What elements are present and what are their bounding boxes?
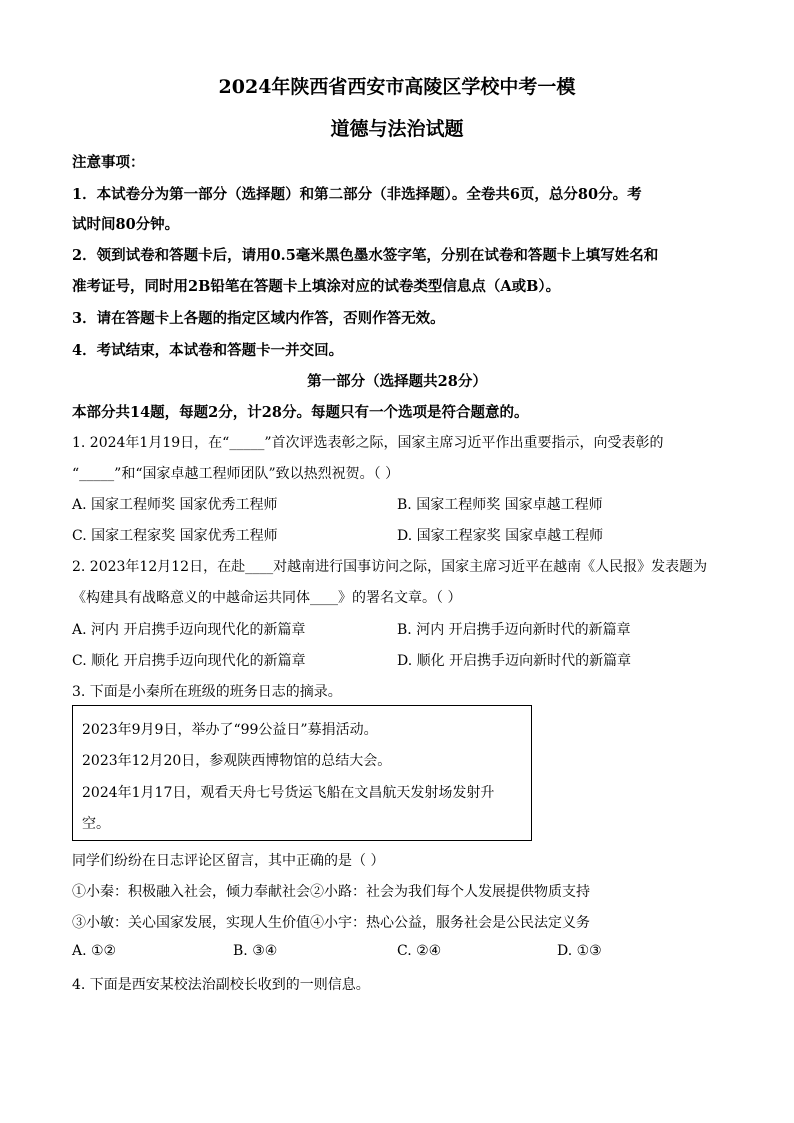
question-1-option-c: C. 国家工程家奖 国家优秀工程师: [72, 528, 278, 544]
question-1-option-b: B. 国家工程师奖 国家卓越工程师: [397, 497, 603, 513]
question-3-stem: 同学们纷纷在日志评论区留言，其中正确的是（ ）: [72, 853, 385, 869]
question-3-statements: ①小秦：积极融入社会，倾力奉献社会②小路：社会为我们每个人发展提供物质支持: [72, 884, 590, 900]
question-3-option-d: D. ①③: [557, 943, 602, 959]
notice-heading: 注意事项：: [72, 154, 145, 171]
question-3-statements: ③小敏：关心国家发展，实现人生价值④小宇：热心公益，服务社会是公民法定义务: [72, 915, 590, 931]
notice-item: 3．请在答题卡上各题的指定区域内作答，否则作答无效。: [72, 310, 445, 327]
notice-item: 1．本试卷分为第一部分（选择题）和第二部分（非选择题）。全卷共6页，总分80分。考: [72, 186, 642, 203]
question-3-option-c: C. ②④: [397, 943, 442, 959]
exam-subject: 道德与法治试题: [330, 118, 464, 140]
part1-heading: 第一部分（选择题共28分）: [307, 373, 487, 390]
question-2-option-b: B. 河内 开启携手迈向新时代的新篇章: [397, 622, 631, 638]
notice-item: 准考证号，同时用2B铅笔在答题卡上填涂对应的试卷类型信息点（A或B）。: [72, 278, 561, 295]
log-entry: 2023年12月20日，参观陕西博物馆的总结大会。: [82, 753, 392, 769]
question-1-stem: “_____”和“国家卓越工程师团队”致以热烈祝贺。（ ）: [72, 466, 400, 482]
exam-title: 2024年陕西省西安市高陵区学校中考一模: [218, 76, 576, 98]
question-1-option-a: A. 国家工程师奖 国家优秀工程师: [72, 497, 278, 513]
part1-intro: 本部分共14题，每题2分，计28分。每题只有一个选项是符合题意的。: [72, 404, 529, 421]
question-1-option-d: D. 国家工程家奖 国家卓越工程师: [397, 528, 604, 544]
question-2-option-d: D. 顺化 开启携手迈向新时代的新篇章: [397, 653, 632, 669]
class-log-excerpt-box: [72, 705, 532, 841]
question-3-option-b: B. ③④: [233, 943, 278, 959]
question-2-option-c: C. 顺化 开启携手迈向现代化的新篇章: [72, 653, 306, 669]
question-4-stem: 4. 下面是西安某校法治副校长收到的一则信息。: [72, 977, 370, 993]
notice-item: 试时间80分钟。: [72, 216, 180, 233]
notice-item: 4．考试结束，本试卷和答题卡一并交回。: [72, 342, 344, 359]
question-2-option-a: A. 河内 开启携手迈向现代化的新篇章: [72, 622, 306, 638]
question-2-stem: 《构建具有战略意义的中越命运共同体____》的署名文章。（ ）: [72, 590, 462, 606]
notice-item: 2．领到试卷和答题卡后，请用0.5毫米黑色墨水签字笔，分别在试卷和答题卡上填写姓名和: [72, 247, 659, 264]
question-1-stem: 1. 2024年1月19日，在“_____”首次评选表彰之际，国家主席习近平作出重要指示，向受表彰的: [72, 435, 664, 451]
question-3-option-a: A. ①②: [72, 943, 117, 959]
question-3-stem: 3. 下面是小秦所在班级的班务日志的摘录。: [72, 684, 342, 700]
question-2-stem: 2. 2023年12月12日，在赴____对越南进行国事访问之际，国家主席习近平在越南《人民报》发表题为: [72, 559, 708, 575]
log-entry: 空。: [82, 816, 110, 832]
log-entry: 2024年1月17日，观看天舟七号货运飞船在文昌航天发射场发射升: [82, 785, 495, 801]
log-entry: 2023年9月9日，举办了“99公益日”募捐活动。: [82, 722, 378, 738]
